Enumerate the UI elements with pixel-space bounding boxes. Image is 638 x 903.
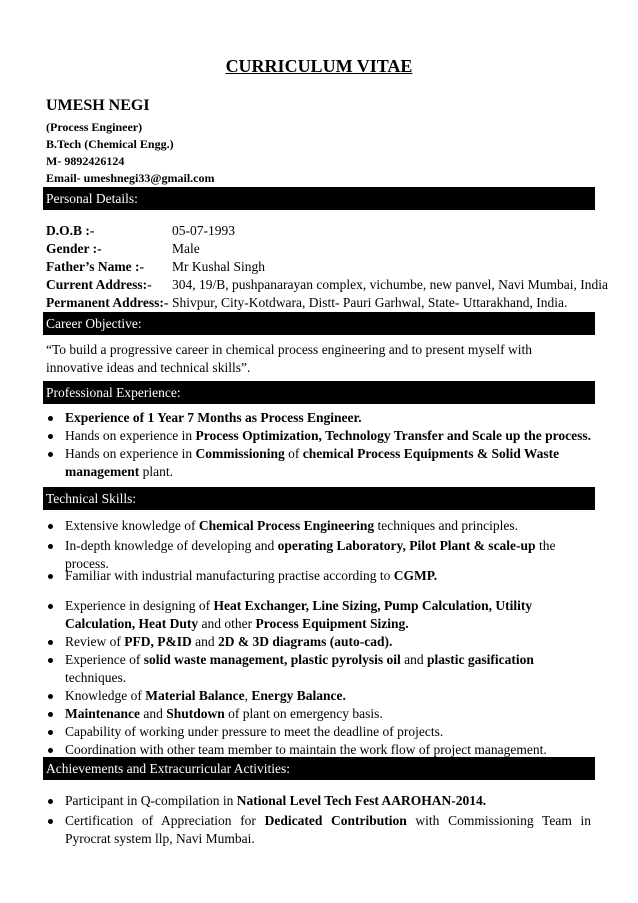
list-item: Knowledge of Material Balance, Energy Balance. — [46, 687, 591, 705]
detail-row-permanent-address — [46, 294, 608, 312]
list-item: Extensive knowledge of Chemical Process Engineering techniques and principles. — [46, 517, 591, 535]
detail-label: D.O.B :- — [46, 223, 95, 238]
detail-label: Gender :- — [46, 241, 102, 256]
section-header-achievements: Achievements and Extracurricular Activities: — [43, 757, 595, 780]
section-header-experience: Professional Experience: — [43, 381, 595, 404]
section-header-personal: Personal Details: — [43, 187, 595, 210]
candidate-mobile: M- 9892426124 — [46, 154, 125, 168]
list-item: Experience in designing of Heat Exchanger, Line Sizing, Pump Calculation, Utility Calculation, Heat Duty and other Process Equipment Sizing. — [46, 597, 591, 633]
list-item: Participant in Q-compilation in National Level Tech Fest AAROHAN-2014. — [46, 792, 591, 810]
detail-value: Mr Kushal Singh — [172, 259, 266, 274]
detail-value: 304, 19/B, pushpanarayan complex, vichumbe, new panvel, Navi Mumbai, India — [172, 277, 609, 292]
candidate-header — [46, 96, 215, 187]
candidate-name: UMESH NEGI — [46, 97, 150, 114]
list-item: Review of PFD, P&ID and 2D & 3D diagrams (auto-cad). — [46, 633, 591, 651]
candidate-degree: B.Tech (Chemical Engg.) — [46, 137, 174, 151]
list-item: In-depth knowledge of developing and operating Laboratory, Pilot Plant & scale-up the process. — [46, 537, 591, 573]
detail-row-current-address — [46, 276, 608, 294]
detail-value: Male — [172, 241, 200, 256]
list-item: Capability of working under pressure to meet the deadline of projects. — [46, 723, 591, 741]
list-item: Hands on experience in Process Optimization, Technology Transfer and Scale up the process. — [46, 427, 591, 445]
detail-row-dob — [46, 222, 608, 240]
list-item: Experience of solid waste management, plastic pyrolysis oil and plastic gasification techniques. — [46, 651, 591, 687]
list-item: Maintenance and Shutdown of plant on emergency basis. — [46, 705, 591, 723]
detail-label: Permanent Address:- — [46, 295, 169, 310]
list-item: Coordination with other team member to maintain the work flow of project management. — [46, 741, 591, 759]
achievements-list — [46, 812, 591, 848]
skills-list — [46, 567, 591, 585]
list-item: Certification of Appreciation for Dedicated Contribution with Commissioning Team in Pyrocrat system llp, Navi Mumbai. — [46, 812, 591, 848]
detail-row-gender — [46, 240, 608, 258]
detail-label: Current Address:- — [46, 277, 152, 292]
list-item: Hands on experience in Commissioning of chemical Process Equipments & Solid Waste management plant. — [46, 445, 591, 481]
list-item: Experience of 1 Year 7 Months as Process Engineer. — [46, 409, 591, 427]
achievements-list — [46, 792, 591, 810]
detail-row-father — [46, 258, 608, 276]
career-objective-text: “To build a progressive career in chemical process engineering and to present myself with innovative ideas and technical skills”. — [46, 342, 533, 375]
detail-value: Shivpur, City-Kotdwara, Distt- Pauri Garhwal, State- Uttarakhand, India. — [172, 295, 568, 310]
list-item: Familiar with industrial manufacturing practise according to CGMP. — [46, 567, 591, 585]
candidate-role: (Process Engineer) — [46, 120, 143, 134]
section-header-career: Career Objective: — [43, 312, 595, 335]
experience-list — [46, 409, 591, 481]
candidate-email: Email- umeshnegi33@gmail.com — [46, 171, 215, 185]
document-title: CURRICULUM VITAE — [225, 56, 413, 76]
personal-details — [46, 222, 608, 312]
detail-value: 05-07-1993 — [172, 223, 235, 238]
skills-list — [46, 517, 591, 535]
skills-list — [46, 597, 591, 759]
detail-label: Father’s Name :- — [46, 259, 144, 274]
section-header-skills: Technical Skills: — [43, 487, 595, 510]
